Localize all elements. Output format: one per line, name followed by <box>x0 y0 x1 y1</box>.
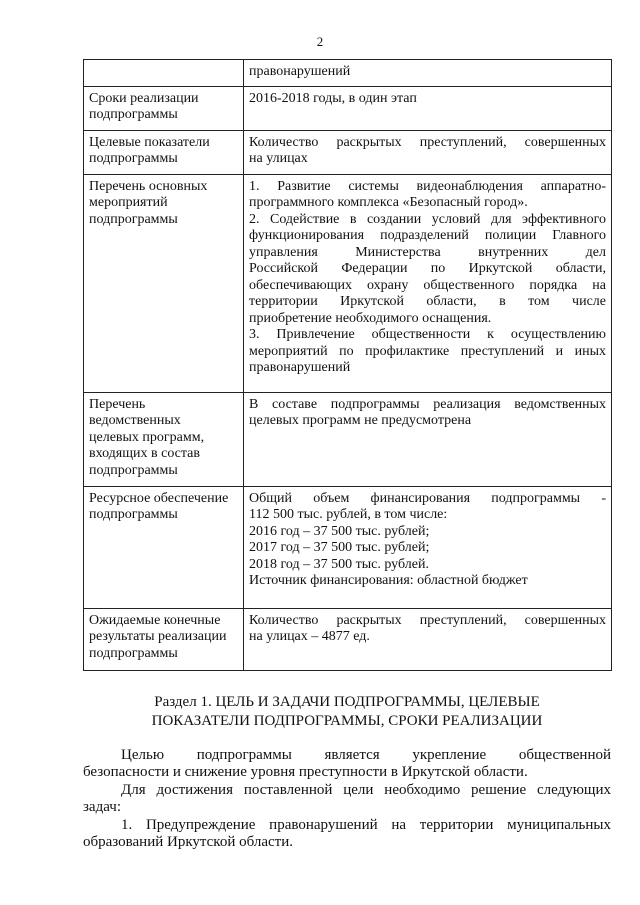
section-title-line: ПОКАЗАТЕЛИ ПОДПРОГРАММЫ, СРОКИ РЕАЛИЗАЦИИ <box>151 713 543 729</box>
subprogram-passport-table <box>83 59 612 671</box>
paragraph-tasks-intro <box>83 782 611 816</box>
row-value-line: приобретение необходимого оснащения. <box>249 310 492 326</box>
row-value-line: 2. Содействие в создании условий для эффективного <box>249 211 606 227</box>
row-label-line: результаты реализации <box>89 629 227 644</box>
row-value-line: 2016 год – 37 500 тыс. рублей; <box>249 523 430 539</box>
row-value-line: на улицах – 4877 ед. <box>249 629 370 644</box>
row-label-line: мероприятий <box>89 195 168 210</box>
row-label-line: Перечень <box>89 396 146 412</box>
row-value-line: Количество раскрытых преступлений, совершенных <box>249 134 606 150</box>
paragraph-line: 1. Предупреждение правонарушений на территории муниципальных <box>121 817 611 833</box>
row-value-line: 2016-2018 годы, в один этап <box>249 90 417 106</box>
row-value-line: 2017 год – 37 500 тыс. рублей; <box>249 540 430 555</box>
section-title-line: Раздел 1. ЦЕЛЬ И ЗАДАЧИ ПОДПРОГРАММЫ, ЦЕЛЕВЫЕ <box>154 694 540 710</box>
row-label-cell <box>84 608 244 670</box>
paragraph-line: безопасности и снижение уровня преступности в Иркутской области. <box>83 764 528 780</box>
row-value-line: 112 500 тыс. рублей, в том числе: <box>249 507 448 522</box>
row-value-line: функционирования подразделений полиции Главного <box>249 228 606 243</box>
row-value-line: В составе подпрограммы реализация ведомственных <box>249 396 606 412</box>
row-value-cell <box>244 60 612 87</box>
row-value-cell <box>244 86 612 130</box>
row-value-line: обеспечивающих охрану общественного порядка на <box>249 277 606 293</box>
row-value-line: целевых программ не предусмотрена <box>249 413 472 428</box>
row-value-line: 1. Развитие системы видеонаблюдения аппаратно- <box>249 178 606 194</box>
row-label-cell <box>84 60 244 87</box>
paragraph-line: задач: <box>83 799 121 815</box>
row-value-line: мероприятий по профилактике преступлений и иных <box>249 343 606 359</box>
paragraph-line: образований Иркутской области. <box>83 834 293 850</box>
row-label-line: целевых программ, <box>89 429 205 445</box>
row-label-line: Ожидаемые конечные <box>89 612 221 628</box>
row-value-cell <box>244 608 612 670</box>
paragraph-line: Для достижения поставленной цели необходимо решение следующих <box>121 782 611 798</box>
row-label-cell <box>84 392 244 486</box>
table-row <box>84 60 612 87</box>
row-value-line: Источник финансирования: областной бюджет <box>249 573 528 588</box>
row-value-line: программного комплекса «Безопасный город». <box>249 195 528 210</box>
section-title <box>83 693 611 731</box>
row-label-cell <box>84 486 244 608</box>
row-value-line: Российской Федерации по Иркутской области, <box>249 261 606 276</box>
row-label-line: Сроки реализации <box>89 90 199 106</box>
row-label-cell <box>84 86 244 130</box>
row-value-line: 3. Привлечение общественности к осуществлению <box>249 327 606 342</box>
table-row <box>84 608 612 670</box>
row-value-line: правонарушений <box>249 360 351 375</box>
row-label-line: подпрограммы <box>89 151 178 166</box>
table-row <box>84 174 612 392</box>
paragraph-task-1 <box>83 817 611 851</box>
row-label-line: ведомственных <box>89 413 181 428</box>
row-value-line: правонарушений <box>249 64 351 79</box>
row-value-line: 2018 год – 37 500 тыс. рублей. <box>249 556 429 572</box>
paragraph-line: Целью подпрограммы является укрепление общественной <box>121 747 611 763</box>
row-value-line: управления Министерства внутренних дел <box>249 244 606 260</box>
row-value-line: Общий объем финансирования подпрограммы - <box>249 490 606 506</box>
row-label-line: Ресурсное обеспечение <box>89 490 229 506</box>
row-label-line: входящих в состав <box>89 446 201 461</box>
table-row <box>84 130 612 174</box>
row-value-cell <box>244 392 612 486</box>
row-label-line: подпрограммы <box>89 507 178 522</box>
row-value-line: Количество раскрытых преступлений, совершенных <box>249 612 606 628</box>
paragraph-goal <box>83 747 611 781</box>
row-label-line: Перечень основных <box>89 178 208 194</box>
row-value-line: территории Иркутской области, в том числе <box>249 294 606 309</box>
page-number: 2 <box>316 34 324 49</box>
row-value-cell <box>244 130 612 174</box>
row-value-cell <box>244 486 612 608</box>
row-label-line: подпрограммы <box>89 107 178 122</box>
row-label-line: подпрограммы <box>89 462 178 478</box>
row-label-cell <box>84 174 244 392</box>
row-label-line: Целевые показатели <box>89 134 210 150</box>
row-label-cell <box>84 130 244 174</box>
row-value-cell <box>244 174 612 392</box>
table-row <box>84 392 612 486</box>
row-value-line: на улицах <box>249 151 308 166</box>
table-row <box>84 86 612 130</box>
row-label-line: подпрограммы <box>89 645 178 661</box>
row-label-line: подпрограммы <box>89 211 178 227</box>
table-row <box>84 486 612 608</box>
